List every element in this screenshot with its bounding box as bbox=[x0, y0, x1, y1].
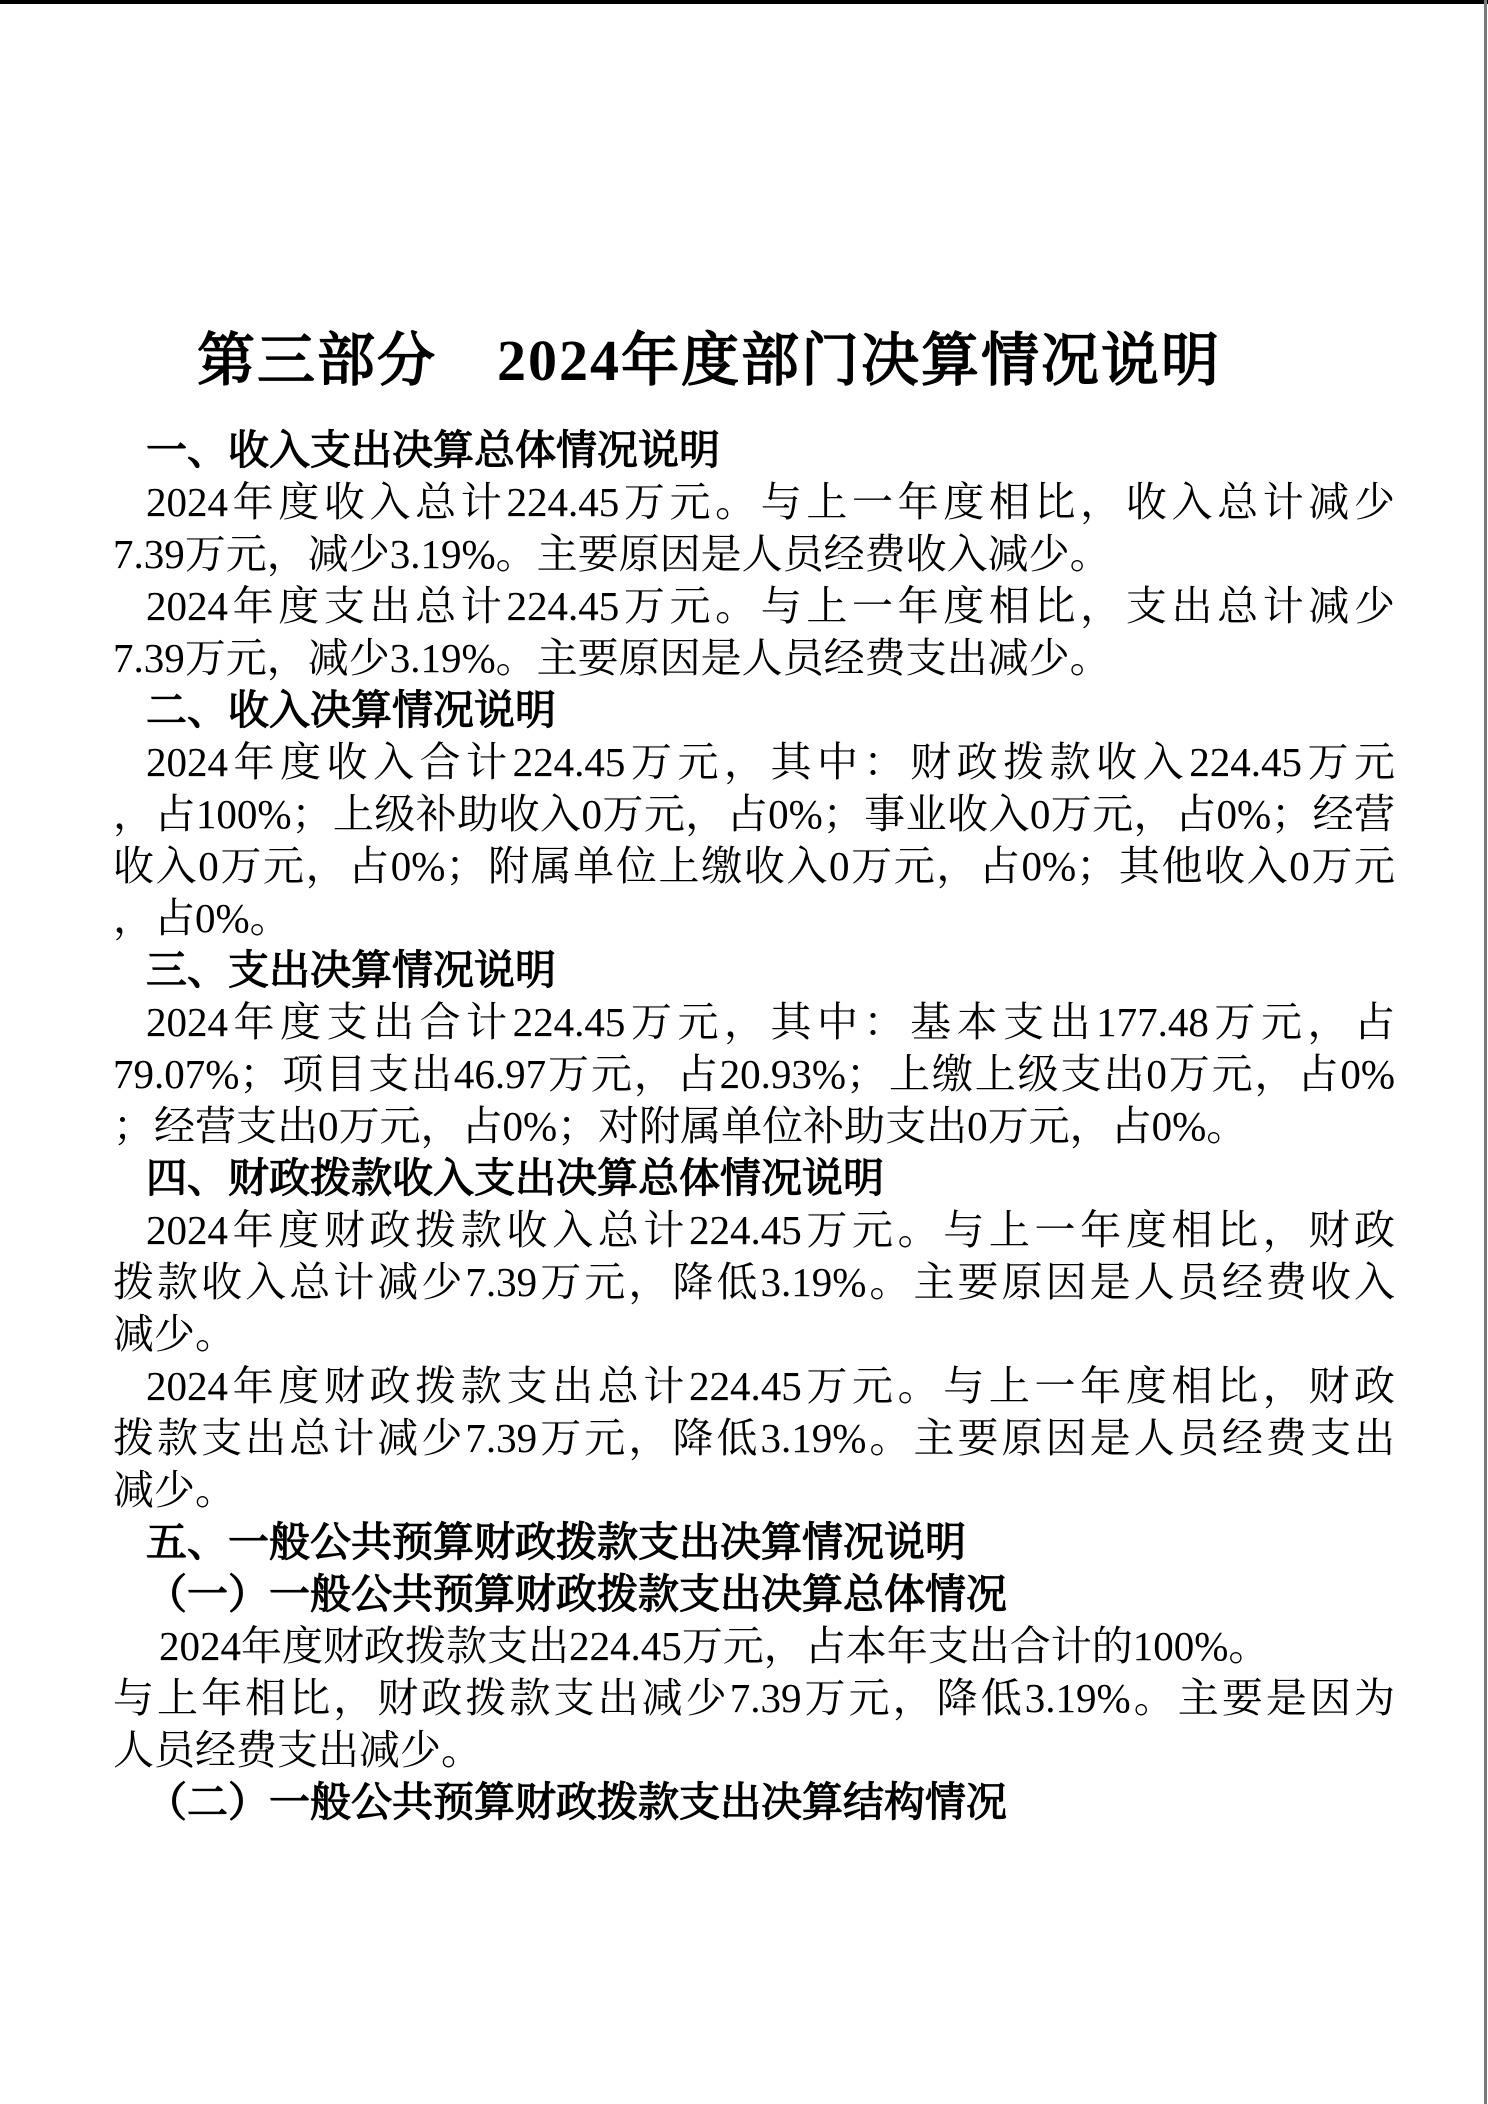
paragraph-line: 人员经费支出减少。 bbox=[113, 1727, 482, 1773]
paragraph-line: ，占0%。 bbox=[113, 895, 291, 941]
section-heading-4: 四、财政拨款收入支出决算总体情况说明 bbox=[146, 1155, 884, 1201]
paragraph-line: 2024年度收入总计224.45万元。与上一年度相比，收入总计减少 bbox=[146, 479, 1395, 525]
subsection-heading-5-2: （二）一般公共预算财政拨款支出决算结构情况 bbox=[146, 1779, 1007, 1825]
paragraph-line: ，占100%；上级补助收入0万元，占0%；事业收入0万元，占0%；经营 bbox=[113, 791, 1395, 837]
paragraph-line: 79.07%；项目支出46.97万元，占20.93%；上缴上级支出0万元，占0% bbox=[113, 1051, 1395, 1097]
paragraph-line: 2024年度收入合计224.45万元，其中：财政拨款收入224.45万元 bbox=[146, 739, 1395, 785]
section-heading-2: 二、收入决算情况说明 bbox=[146, 687, 556, 733]
paragraph-line: ；经营支出0万元，占0%；对附属单位补助支出0万元，占0%。 bbox=[113, 1103, 1248, 1149]
document-content bbox=[113, 322, 1395, 1828]
section-heading-1: 一、收入支出决算总体情况说明 bbox=[146, 427, 720, 473]
page-top-border-line bbox=[0, 0, 1488, 4]
paragraph-line: 收入0万元，占0%；附属单位上缴收入0万元，占0%；其他收入0万元 bbox=[113, 843, 1395, 889]
paragraph-line: 7.39万元，减少3.19%。主要原因是人员经费收入减少。 bbox=[113, 531, 1111, 577]
subsection-heading-5-1: （一）一般公共预算财政拨款支出决算总体情况 bbox=[146, 1571, 1007, 1617]
page-right-edge-line bbox=[1484, 0, 1487, 2104]
paragraph-line: 减少。 bbox=[113, 1311, 236, 1357]
paragraph-line: 减少。 bbox=[113, 1467, 236, 1513]
section-heading-5: 五、一般公共预算财政拨款支出决算情况说明 bbox=[146, 1519, 966, 1565]
paragraph-line: 7.39万元，减少3.19%。主要原因是人员经费支出减少。 bbox=[113, 635, 1111, 681]
section-heading-3: 三、支出决算情况说明 bbox=[146, 947, 556, 993]
paragraph-line: 2024年度支出总计224.45万元。与上一年度相比，支出总计减少 bbox=[146, 583, 1395, 629]
paragraph-line: 拨款支出总计减少7.39万元，降低3.19%。主要原因是人员经费支出 bbox=[113, 1415, 1395, 1461]
paragraph-line: 与上年相比，财政拨款支出减少7.39万元，降低3.19%。主要是因为 bbox=[113, 1675, 1395, 1721]
paragraph-line: 2024年度财政拨款支出224.45万元，占本年支出合计的100%。 bbox=[159, 1623, 1270, 1669]
paragraph-line: 拨款收入总计减少7.39万元，降低3.19%。主要原因是人员经费收入 bbox=[113, 1259, 1395, 1305]
paragraph-line: 2024年度财政拨款支出总计224.45万元。与上一年度相比，财政 bbox=[146, 1363, 1395, 1409]
paragraph-line: 2024年度支出合计224.45万元，其中：基本支出177.48万元，占 bbox=[146, 999, 1395, 1045]
paragraph-line: 2024年度财政拨款收入总计224.45万元。与上一年度相比，财政 bbox=[146, 1207, 1395, 1253]
document-title: 第三部分 2024年度部门决算情况说明 bbox=[196, 328, 1221, 393]
